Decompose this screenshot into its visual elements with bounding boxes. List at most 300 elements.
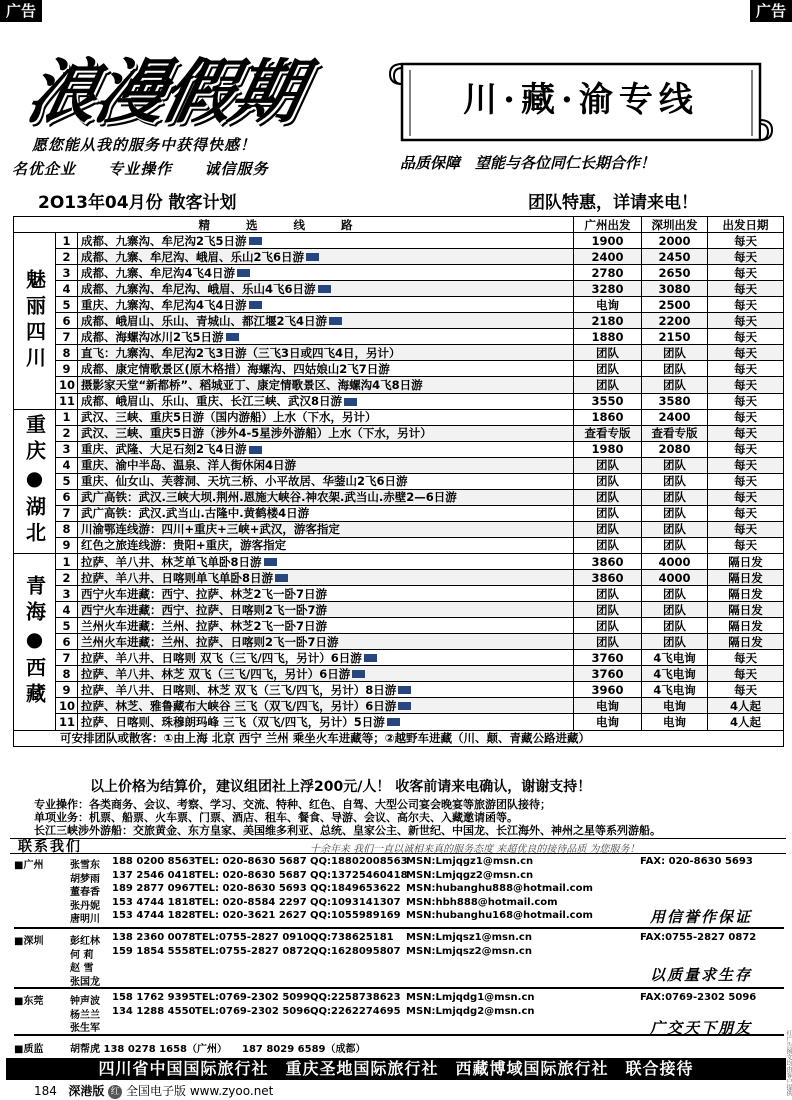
row-number-text: 4 <box>62 281 71 296</box>
route-name-text: 成都、九寨沟、牟尼沟2飞5日游 <box>81 233 247 248</box>
departure-date-text: 每天 <box>734 426 758 441</box>
region-label: 重庆●湖北 <box>14 409 56 553</box>
route-name-text: 重庆、仙女山、芙蓉洞、天坑三桥、小平故居、华蓥山2飞6日游 <box>81 474 408 489</box>
contact-tel: TEL: 020-8630 5687 <box>195 856 307 867</box>
departure-date <box>708 361 784 377</box>
guangzhou-price <box>574 281 642 297</box>
contact-qq: QQ:1849653622 <box>310 883 401 894</box>
supervisor-city: ■质监 <box>14 1044 44 1055</box>
contact-city: ■广州 <box>14 860 44 871</box>
table-row <box>14 377 784 393</box>
route-name <box>78 505 574 521</box>
departure-date <box>708 714 784 730</box>
row-number-text: 11 <box>59 394 76 409</box>
contact-mobile: 188 0200 8563 <box>112 856 196 867</box>
route-name <box>78 698 574 714</box>
shenzhen-price-text: 2650 <box>658 265 691 280</box>
side-note: 红广告图文均由客户提供 <box>785 1030 792 1096</box>
shenzhen-price <box>642 281 708 297</box>
departure-date <box>708 457 784 473</box>
table-row <box>14 489 784 505</box>
departure-date <box>708 618 784 634</box>
route-name <box>78 409 574 425</box>
row-number <box>56 249 78 265</box>
flight-badge-icon <box>226 333 239 341</box>
row-number <box>56 489 78 505</box>
flight-badge-icon <box>364 654 377 662</box>
route-name <box>78 441 574 457</box>
contact-fax: FAX: 020-8630 5693 <box>640 856 753 867</box>
route-name-text: 兰州火车进藏：兰州、拉萨、日喀则2飞一卧7日游 <box>81 634 339 649</box>
shenzhen-price <box>642 377 708 393</box>
guangzhou-price-text: 1980 <box>591 442 624 457</box>
row-number <box>56 393 78 409</box>
guangzhou-price-text: 团队 <box>596 377 620 392</box>
contact-separator <box>14 927 784 929</box>
departure-date-text: 隔日发 <box>728 618 763 633</box>
departure-date-text: 每天 <box>734 281 758 296</box>
table-row <box>14 265 784 281</box>
row-number-text: 9 <box>62 682 71 697</box>
departure-date <box>708 281 784 297</box>
shenzhen-price <box>642 313 708 329</box>
shenzhen-price-text: 团队 <box>663 361 687 376</box>
guangzhou-price-text: 团队 <box>596 345 620 360</box>
table-row <box>14 409 784 425</box>
guangzhou-price-text: 团队 <box>596 586 620 601</box>
row-number <box>56 618 78 634</box>
route-name <box>78 602 574 618</box>
shenzhen-price <box>642 489 708 505</box>
table-row <box>14 473 784 489</box>
shenzhen-price <box>642 393 708 409</box>
shenzhen-price-text: 4飞电询 <box>653 650 696 665</box>
service-line-3: 长江三峡涉外游船：交旅黄金、东方皇家、美国维多利亚、总统、皇家公主、新世纪、中国龙、长江海外、神州之星等系列游船。 <box>34 824 661 837</box>
row-number <box>56 281 78 297</box>
row-number-text: 3 <box>62 442 71 457</box>
route-name-text: 成都、九寨、牟尼沟4飞4日游 <box>81 265 236 280</box>
shenzhen-price <box>642 361 708 377</box>
edition-label: 深港版 <box>68 1084 105 1098</box>
guangzhou-price <box>574 489 642 505</box>
guangzhou-price <box>574 698 642 714</box>
route-name-text: 西宁火车进藏：西宁、拉萨、林芝2飞一卧7日游 <box>81 586 328 601</box>
route-name-text: 西宁火车进藏：西宁、拉萨、日喀则2飞一卧7游 <box>81 602 328 617</box>
departure-date <box>708 505 784 521</box>
contact-name: 张生军 <box>70 1023 100 1034</box>
table-row <box>14 425 784 441</box>
shenzhen-price <box>642 409 708 425</box>
route-name-text: 拉萨、日喀则、珠穆朗玛峰 三飞（双飞/四飞，另计）5日游 <box>81 714 385 729</box>
guangzhou-price <box>574 265 642 281</box>
row-number <box>56 233 78 249</box>
row-number <box>56 409 78 425</box>
routes-body <box>14 233 784 730</box>
table-row <box>14 249 784 265</box>
contact-mobile: 134 1288 4550 <box>112 1005 196 1017</box>
guangzhou-price <box>574 714 642 730</box>
row-number-text: 3 <box>62 265 71 280</box>
row-number-text: 2 <box>62 249 71 264</box>
contact-mobile: 159 1854 5558 <box>112 945 196 957</box>
row-number-text: 10 <box>59 698 76 713</box>
route-name-text: 拉萨、羊八井、日喀则 双飞（三飞/四飞，另计）6日游 <box>81 650 362 665</box>
shenzhen-price-text: 团队 <box>663 345 687 360</box>
departure-date <box>708 666 784 682</box>
header-shenzhen: 深圳出发 <box>642 217 708 233</box>
contact-qq: QQ:1093141307 <box>310 896 401 908</box>
slogan: 愿您能从我的服务中获得快感！ <box>32 136 257 154</box>
company-values <box>12 158 269 179</box>
row-number-text: 10 <box>59 377 76 392</box>
row-number-text: 1 <box>62 410 71 425</box>
quality-line: 品质保障 望能与各位同仁长期合作！ <box>400 154 656 172</box>
departure-date <box>708 441 784 457</box>
flight-badge-icon <box>249 237 262 245</box>
contact-qq: QQ:1628095807 <box>310 945 401 957</box>
route-name <box>78 714 574 730</box>
departure-date-text: 隔日发 <box>728 570 763 585</box>
table-row <box>14 505 784 521</box>
departure-date <box>708 570 784 586</box>
guangzhou-price-text: 1880 <box>591 329 624 344</box>
departure-date-text: 每天 <box>734 313 758 328</box>
row-number <box>56 570 78 586</box>
contact-mobile: 138 2360 0078 <box>112 932 196 943</box>
row-number-text: 8 <box>62 666 71 681</box>
table-row <box>14 313 784 329</box>
guangzhou-price-text: 团队 <box>596 490 620 505</box>
guangzhou-price <box>574 505 642 521</box>
route-name <box>78 666 574 682</box>
table-row <box>14 714 784 730</box>
departure-date <box>708 537 784 553</box>
route-name <box>78 537 574 553</box>
table-header-row <box>14 217 784 233</box>
flight-badge-icon <box>249 446 262 454</box>
contact-msn: MSN:Lmjqsz1@msn.cn <box>406 932 532 943</box>
table-row <box>14 618 784 634</box>
contact-msn: MSN:Lmjqgz2@msn.cn <box>406 869 534 881</box>
table-row <box>14 682 784 698</box>
row-number <box>56 666 78 682</box>
bottom-note: 可安排团队或散客：①由上海 北京 西宁 兰州 乘坐火车进藏等；②越野车进藏（川、颠、青藏公路进藏） <box>14 730 784 746</box>
contact-qq: QQ:18802008563 <box>310 856 408 867</box>
guangzhou-price-text: 电询 <box>596 698 620 713</box>
shenzhen-price <box>642 425 708 441</box>
route-name <box>78 489 574 505</box>
guangzhou-price <box>574 553 642 569</box>
guangzhou-price-text: 电询 <box>596 714 620 729</box>
service-line-1: 专业操作：各类商务、会议、考察、学习、交流、特种、红色、自驾、大型公司宴会晚宴等旅游团队接待； <box>34 798 551 811</box>
contact-msn: MSN:Lmjqdg1@msn.cn <box>406 992 535 1003</box>
shenzhen-price <box>642 345 708 361</box>
guangzhou-price <box>574 297 642 313</box>
shenzhen-price-text: 团队 <box>663 522 687 537</box>
shenzhen-price <box>642 233 708 249</box>
shenzhen-price <box>642 553 708 569</box>
departure-date-text: 每天 <box>734 345 758 360</box>
row-number-text: 1 <box>62 233 71 248</box>
row-number-text: 2 <box>62 426 71 441</box>
row-number-text: 6 <box>62 313 71 328</box>
departure-date <box>708 425 784 441</box>
route-name-text: 兰州火车进藏：兰州、拉萨、林芝2飞一卧7日游 <box>81 618 328 633</box>
row-number <box>56 553 78 569</box>
contact-separator <box>14 987 784 989</box>
shenzhen-price <box>642 441 708 457</box>
departure-date <box>708 521 784 537</box>
guangzhou-price <box>574 682 642 698</box>
contact-msn: MSN:Lmjqdg2@msn.cn <box>406 1005 535 1017</box>
route-name-text: 重庆、武隆、大足石刻2飞4日游 <box>81 442 247 457</box>
departure-date-text: 每天 <box>734 265 758 280</box>
contact-name: 张雪东 <box>70 860 100 871</box>
route-name-text: 拉萨、羊八井、林芝 双飞（三飞/四飞，另计）6日游 <box>81 666 351 681</box>
shenzhen-price-text: 团队 <box>663 634 687 649</box>
departure-date <box>708 297 784 313</box>
guangzhou-price <box>574 650 642 666</box>
route-name-text: 直飞：九寨沟、牟尼沟2飞3日游（三飞3日或四飞4日，另计） <box>81 345 401 360</box>
departure-date-text: 每天 <box>734 233 758 248</box>
guangzhou-price <box>574 377 642 393</box>
departure-date-text: 隔日发 <box>728 554 763 569</box>
route-name <box>78 634 574 650</box>
shenzhen-price <box>642 521 708 537</box>
departure-date-text: 每天 <box>734 458 758 473</box>
route-name <box>78 249 574 265</box>
table-row <box>14 537 784 553</box>
departure-date-text: 每天 <box>734 490 758 505</box>
price-note: 以上价格为结算价，建议组团社上浮200元/人！ 收客前请来电确认，谢谢支持！ <box>90 779 592 795</box>
shenzhen-price-text: 团队 <box>663 602 687 617</box>
guangzhou-price <box>574 537 642 553</box>
value-2: 专业操作 <box>108 160 173 178</box>
contact-tel: TEL:0755-2827 0910 <box>195 932 311 943</box>
banner-title: 川·藏·渝专线 <box>463 80 699 120</box>
table-row <box>14 441 784 457</box>
shenzhen-price <box>642 666 708 682</box>
supervisor-separator <box>14 1034 784 1036</box>
guangzhou-price <box>574 586 642 602</box>
service-line-2: 单项业务：机票、船票、火车票、门票、酒店、租车、餐食、导游、会议、高尔夫、入藏邀请函等。 <box>34 811 518 824</box>
shenzhen-price-text: 4000 <box>658 554 691 569</box>
contact-city: ■东莞 <box>14 996 44 1007</box>
shenzhen-price-text: 4飞电询 <box>653 666 696 681</box>
shenzhen-price-text: 4飞电询 <box>653 682 696 697</box>
route-name-text: 成都、海螺沟冰川2飞5日游 <box>81 329 224 344</box>
guangzhou-price-text: 3550 <box>591 394 624 409</box>
guangzhou-price <box>574 329 642 345</box>
departure-date-text: 每天 <box>734 506 758 521</box>
table-row <box>14 393 784 409</box>
guangzhou-price-text: 1900 <box>591 233 624 248</box>
shenzhen-price-text: 3580 <box>658 394 691 409</box>
guangzhou-price <box>574 441 642 457</box>
guangzhou-price-text: 2780 <box>591 265 624 280</box>
route-name-text: 拉萨、羊八井、日喀则、林芝 双飞（三飞/四飞，另计）8日游 <box>81 682 397 697</box>
row-number-text: 7 <box>62 650 71 665</box>
row-number <box>56 441 78 457</box>
motto-2: 以质量求生存 <box>650 966 753 984</box>
contact-msn: MSN:hubanghu168@hotmail.com <box>406 910 593 921</box>
contact-name: 彭红林 <box>70 936 100 947</box>
shenzhen-price-text: 团队 <box>663 474 687 489</box>
plan-title: 2O13年04月份 散客计划 <box>38 193 237 213</box>
contact-name: 赵 雪 <box>70 963 94 974</box>
contact-tel: TEL: 020-8630 5693 <box>195 883 307 894</box>
guangzhou-price-text: 2400 <box>591 249 624 264</box>
route-name-text: 成都、峨眉山、乐山、青城山、都江堰2飞4日游 <box>81 313 328 328</box>
row-number <box>56 361 78 377</box>
guangzhou-price-text: 团队 <box>596 458 620 473</box>
shenzhen-price-text: 3080 <box>658 281 691 296</box>
row-number <box>56 714 78 730</box>
contact-msn: MSN:Lmjqgz1@msn.cn <box>406 856 534 867</box>
shenzhen-price-text: 2000 <box>658 233 691 248</box>
row-number-text: 4 <box>62 458 71 473</box>
departure-date-text: 4人起 <box>730 714 762 729</box>
route-name-text: 红色之旅连线游：贵阳+重庆，游客指定 <box>81 538 287 553</box>
guangzhou-price-text: 查看专版 <box>584 426 631 441</box>
region-label: 青海●西藏 <box>14 553 56 730</box>
value-3: 诚信服务 <box>204 160 269 178</box>
bottom-note-row <box>14 730 784 746</box>
motto-1: 用信誉作保证 <box>650 908 753 926</box>
header-route: 精选线路 <box>14 217 574 233</box>
table-row <box>14 570 784 586</box>
shenzhen-price-text: 2150 <box>658 329 691 344</box>
departure-date <box>708 473 784 489</box>
contact-mobile: 137 2546 0418 <box>112 869 196 881</box>
guangzhou-price-text: 团队 <box>596 361 620 376</box>
shenzhen-price <box>642 329 708 345</box>
table-row <box>14 329 784 345</box>
flight-badge-icon <box>306 253 319 261</box>
contact-city: ■深圳 <box>14 936 44 947</box>
contact-title: 联系我们 <box>18 839 82 855</box>
departure-date-text: 每天 <box>734 394 758 409</box>
departure-date <box>708 265 784 281</box>
table-row <box>14 602 784 618</box>
shenzhen-price <box>642 457 708 473</box>
route-name <box>78 425 574 441</box>
table-row <box>14 361 784 377</box>
route-name <box>78 682 574 698</box>
departure-date <box>708 634 784 650</box>
row-number-text: 6 <box>62 490 71 505</box>
guangzhou-price-text: 3760 <box>591 666 624 681</box>
site-link[interactable]: 全国电子版 www.zyoo.net <box>126 1084 274 1098</box>
departure-date-text: 4人起 <box>730 698 762 713</box>
departure-date <box>708 489 784 505</box>
header-date: 出发日期 <box>708 217 784 233</box>
guangzhou-price <box>574 473 642 489</box>
departure-date <box>708 345 784 361</box>
table-row <box>14 521 784 537</box>
shenzhen-price-text: 团队 <box>663 586 687 601</box>
table-row <box>14 634 784 650</box>
row-number-text: 9 <box>62 538 71 553</box>
guangzhou-price <box>574 409 642 425</box>
row-number <box>56 473 78 489</box>
guangzhou-price <box>574 602 642 618</box>
contact-msn: MSN:hbh888@hotmail.com <box>406 896 558 908</box>
contact-fax: FAX:0769-2302 5096 <box>640 992 757 1003</box>
guangzhou-price <box>574 666 642 682</box>
row-number-text: 5 <box>62 297 71 312</box>
shenzhen-price <box>642 698 708 714</box>
row-number <box>56 329 78 345</box>
contact-tel: TEL: 020-3621 2627 <box>195 910 307 921</box>
row-number-text: 11 <box>59 714 76 729</box>
route-name <box>78 521 574 537</box>
shenzhen-price-text: 4000 <box>658 570 691 585</box>
row-number <box>56 650 78 666</box>
region-label: 魅丽四川 <box>14 233 56 410</box>
shenzhen-price <box>642 634 708 650</box>
contact-name: 何 莉 <box>70 949 94 961</box>
route-name-text: 重庆、渝中半岛、温泉、洋人街休闲4日游 <box>81 458 296 473</box>
guangzhou-price-text: 电询 <box>596 297 620 312</box>
contact-tel: TEL:0755-2827 0872 <box>195 945 311 957</box>
value-1: 名优企业 <box>12 160 77 178</box>
route-name-text: 摄影家天堂“新都桥”、稻城亚丁、康定情歌景区、海螺沟4飞8日游 <box>81 377 423 392</box>
row-number-text: 5 <box>62 618 71 633</box>
row-number-text: 7 <box>62 506 71 521</box>
contact-name: 唐明川 <box>70 914 100 925</box>
departure-date-text: 每天 <box>734 442 758 457</box>
ad-label-right: 广告 <box>750 0 792 22</box>
guangzhou-price-text: 团队 <box>596 618 620 633</box>
departure-date-text: 每天 <box>734 682 758 697</box>
departure-date-text: 隔日发 <box>728 602 763 617</box>
route-name-text: 川渝鄂连线游：四川+重庆+三峡+武汉，游客指定 <box>81 522 340 537</box>
shenzhen-price <box>642 570 708 586</box>
guangzhou-price <box>574 425 642 441</box>
shenzhen-price <box>642 249 708 265</box>
footer <box>34 1082 273 1099</box>
route-name <box>78 570 574 586</box>
route-name <box>78 650 574 666</box>
row-number-text: 6 <box>62 634 71 649</box>
guangzhou-price <box>574 457 642 473</box>
flight-badge-icon <box>237 269 250 277</box>
routes-table <box>13 216 784 747</box>
flight-badge-icon <box>275 574 288 582</box>
row-number-text: 5 <box>62 474 71 489</box>
shenzhen-price <box>642 714 708 730</box>
guangzhou-price-text: 团队 <box>596 522 620 537</box>
shenzhen-price <box>642 505 708 521</box>
row-number <box>56 698 78 714</box>
guangzhou-price <box>574 570 642 586</box>
contact-msn: MSN:Lmjqsz2@msn.cn <box>406 945 532 957</box>
route-name <box>78 233 574 249</box>
guangzhou-price-text: 团队 <box>596 474 620 489</box>
table-row <box>14 698 784 714</box>
contact-qq: QQ:2262274695 <box>310 1005 401 1017</box>
shenzhen-price <box>642 297 708 313</box>
shenzhen-price-text: 查看专版 <box>651 426 698 441</box>
departure-date-text: 每天 <box>734 297 758 312</box>
contact-msn: MSN:hubanghu888@hotmail.com <box>406 883 593 894</box>
route-name-text: 拉萨、羊八井、林芝单飞单卧8日游 <box>81 554 262 569</box>
guangzhou-price-text: 2180 <box>591 313 624 328</box>
table-row <box>14 457 784 473</box>
departure-date-text: 每天 <box>734 361 758 376</box>
ad-label-left: 广告 <box>0 0 42 22</box>
